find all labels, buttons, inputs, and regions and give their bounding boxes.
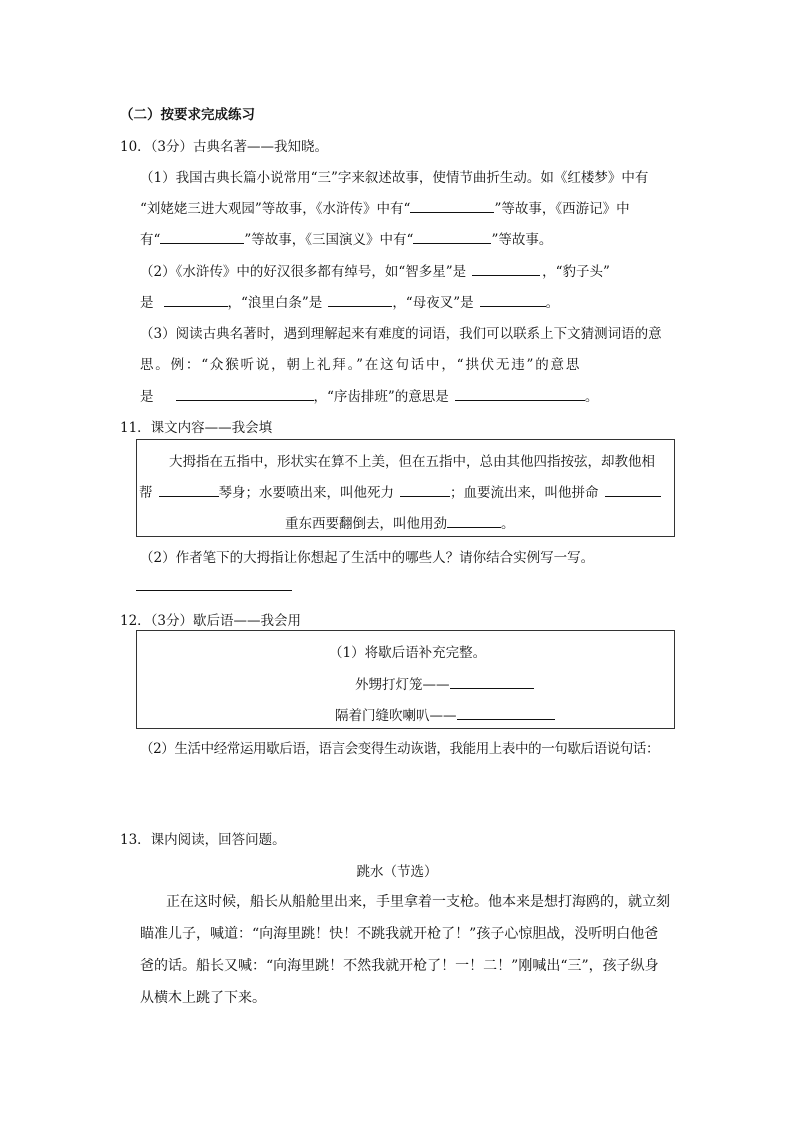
answer-blank[interactable] [413, 229, 491, 244]
q10-p2-line1-a: （2）《水浒传》中的好汉很多都有绰号，如“智多星”是 [140, 264, 467, 280]
answer-blank[interactable] [457, 705, 555, 720]
q10-p1-line3 [140, 228, 552, 248]
q10-p3-line3-b: ，“序齿排班”的意思是 [313, 389, 449, 405]
q10-p1-line3-a: 有“ [140, 232, 161, 248]
q10-p1-line3-c: ”等故事。 [491, 232, 553, 248]
q12-box-line2-text: 外甥打灯笼—— [355, 677, 450, 693]
q10-p3-line2: 思。例：“众猴听说，朝上礼拜。”在这句话中，“拱伏无违”的意思 [140, 357, 582, 373]
q10-p2-line2-b: ，“浪里白条”是 [227, 295, 323, 311]
q11-box-line2-a: 帮 [139, 485, 153, 501]
q11-box-line2 [139, 481, 661, 501]
q10-p2-line2-a: 是 [140, 295, 154, 311]
answer-blank[interactable] [164, 292, 228, 307]
q11-title: 11．课文内容——我会填 [120, 420, 273, 436]
q10-p1-line2-b: ”等故事，《西游记》中 [494, 201, 630, 217]
answer-blank[interactable] [410, 198, 494, 213]
answer-blank[interactable] [159, 482, 219, 497]
q12-box-line2 [355, 673, 534, 693]
q12-title: 12．（3分）歇后语——我会用 [120, 613, 302, 629]
q11-box-line3 [285, 512, 515, 532]
answer-blank[interactable] [480, 292, 546, 307]
answer-blank[interactable] [328, 292, 392, 307]
q11-fill-box [136, 439, 675, 537]
q11-box-line1: 大拇指在五指中，形状实在算不上美，但在五指中，总由其他四指按弦，却教他相 [169, 454, 655, 470]
q11-box-line2-c: ；血要流出来，叫他拼命 [450, 485, 599, 501]
answer-blank[interactable] [447, 513, 501, 528]
answer-line[interactable] [136, 576, 292, 591]
q10-p3-line1: （3）阅读古典名著时，遇到理解起来有难度的词语，我们可以联系上下文猜测词语的意 [140, 326, 662, 342]
q10-p1-line2-a: “刘姥姥三进大观园”等故事，《水浒传》中有“ [140, 201, 411, 217]
q13-passage-line1: 正在这时候，船长从船舱里出来，手里拿着一支枪。他本来是想打海鸥的，就立刻 [166, 894, 670, 910]
q10-p3-line3 [140, 385, 598, 405]
section-title: （二）按要求完成练习 [120, 107, 255, 123]
q11-box-line3-b: 。 [501, 516, 515, 532]
q12-p2: （2）生活中经常运用歇后语，语言会变得生动诙谐，我能用上表中的一句歇后语说句话： [140, 741, 660, 757]
q10-p1-line2 [140, 197, 630, 217]
answer-blank[interactable] [450, 674, 534, 689]
answer-blank[interactable] [472, 261, 540, 276]
q11-p2: （2）作者笔下的大拇指让你想起了生活中的哪些人？请你结合实例写一写。 [140, 550, 595, 566]
q13-title: 13．课内阅读，回答问题。 [120, 832, 286, 848]
q10-p2-line2-c: ，“母夜叉”是 [392, 295, 474, 311]
q10-p2-line2 [140, 291, 559, 311]
q10-title: 10．（3分）古典名著——我知晓。 [120, 139, 329, 155]
q12-box-line1: （1）将歇后语补充完整。 [329, 645, 487, 661]
q13-passage-line3: 爸的话。船长又喊：“向海里跳！不然我就开枪了！一！二！”刚喊出“三”，孩子纵身 [140, 958, 659, 974]
q11-box-line3-a: 重东西要翻倒去，叫他用劲 [285, 516, 447, 532]
q13-passage-title: 跳水（节选） [356, 864, 438, 880]
answer-blank[interactable] [605, 482, 661, 497]
q10-p3-line3-c: 。 [584, 389, 599, 405]
answer-blank[interactable] [455, 386, 585, 401]
answer-blank[interactable] [160, 229, 244, 244]
answer-blank[interactable] [400, 482, 450, 497]
q12-idiom-box [136, 630, 675, 729]
q10-p2-line1-b: ，“豹子头” [542, 264, 610, 280]
q12-box-line3 [335, 704, 555, 724]
q10-p1-line1: （1）我国古典长篇小说常用“三”字来叙述故事，使情节曲折生动。如《红楼梦》中有 [140, 170, 649, 186]
q10-p2-line2-d: 。 [545, 295, 560, 311]
q11-box-line2-b: 琴身；水要喷出来，叫他死力 [218, 485, 394, 501]
answer-blank[interactable] [176, 386, 314, 401]
q10-p2-line1 [140, 260, 610, 280]
q12-box-line3-text: 隔着门缝吹喇叭—— [335, 708, 457, 724]
q13-passage-line2: 瞄准儿子，喊道：“向海里跳！快！不跳我就开枪了！”孩子心惊胆战，没听明白他爸 [140, 926, 659, 942]
q13-passage-line4: 从横木上跳了下来。 [140, 990, 266, 1006]
q10-p3-line3-a: 是 [140, 389, 154, 405]
q10-p1-line3-b: ”等故事，《三国演义》中有“ [244, 232, 414, 248]
